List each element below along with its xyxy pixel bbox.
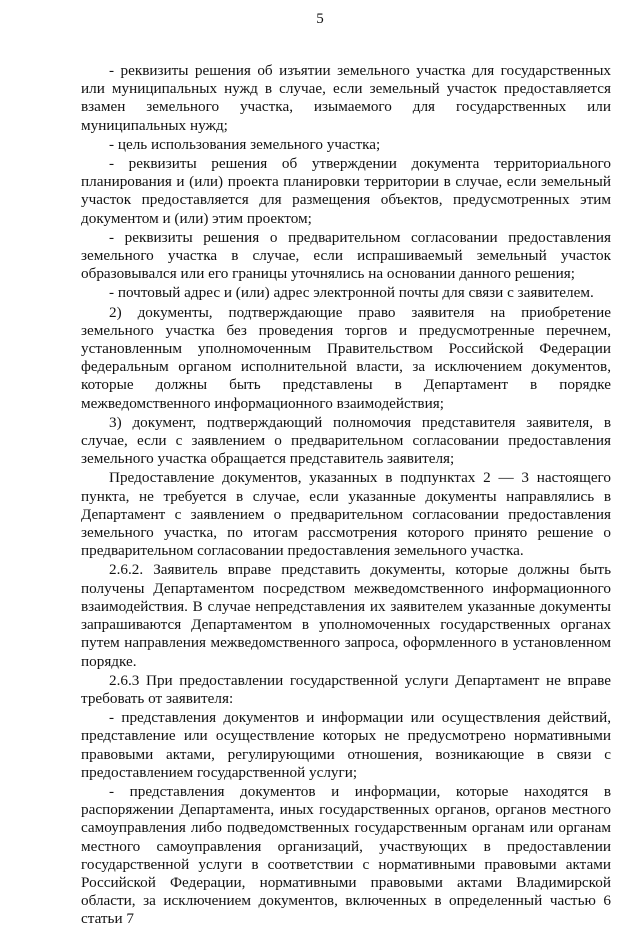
paragraph: 2.6.3 При предоставлении государственной услуги Департамент не вправе требовать от заявителя: xyxy=(81,671,611,707)
paragraph: - реквизиты решения об утверждении документа территориального планирования и (или) проекта планировки территории в случае, если земельный участок предоставляется для размещения объектов, предусмотренных этим документом и (или) этим проектом; xyxy=(81,155,611,227)
paragraph: - цель использования земельного участка; xyxy=(109,135,381,153)
paragraph: 2) документы, подтверждающие право заявителя на приобретение земельного участка без проведения торгов и предусмотренные перечнем, установленным уполномоченным Правительством Российской Федерации федеральным органом исполнительной власти, за исключением документов, которые должны быть представлены в Департамент в порядке межведомственного информационного взаимодействия; xyxy=(81,303,611,412)
paragraph: Предоставление документов, указанных в подпунктах 2 — 3 настоящего пункта, не требуется в случае, если указанные документы направлялись в Департамент с заявлением о предварительном согласовании предоставления земельного участка, по итогам рассмотрения которого принято решение о предварительном согласовании предоставления земельного участка. xyxy=(81,469,611,560)
paragraph: - реквизиты решения об изъятии земельного участка для государственных или муниципальных нужд в случае, если земельный участок предоставляется взамен земельного участка, изымаемого для государственных или муниципальных нужд; xyxy=(81,62,611,134)
paragraph: - представления документов и информации или осуществления действий, представление или осуществление которых не предусмотрено нормативными правовыми актами, регулирующими отношения, возникающие в связи с предоставлением государственной услуги; xyxy=(81,709,611,781)
page-number: 5 xyxy=(316,11,324,27)
paragraph: - представления документов и информации, которые находятся в распоряжении Департамента, иных государственных органов, органов местного самоуправления либо подведомственных государственным органам или органам местного самоуправления организаций, участвующих в предоставлении государственной услуги в соответствии с нормативными правовыми актами Российской Федерации, нормативными правовыми актами Владимирской области, за исключением документов, включенных в определенный частью 6 статьи 7 xyxy=(81,782,611,928)
paragraph: 2.6.2. Заявитель вправе представить документы, которые должны быть получены Департаментом посредством межведомственного информационного взаимодействия. В случае непредставления их заявителем указанные документы запрашиваются Департаментом в уполномоченных государственных органах путем направления межведомственного запроса, оформленного в установленном порядке. xyxy=(81,561,611,670)
paragraph: - почтовый адрес и (или) адрес электронной почты для связи с заявителем. xyxy=(109,284,594,302)
paragraph: 3) документ, подтверждающий полномочия представителя заявителя, в случае, если с заявлением о предварительном согласовании предоставления земельного участка обращается представитель заявителя; xyxy=(81,413,611,468)
document-body xyxy=(81,62,611,929)
paragraph: - реквизиты решения о предварительном согласовании предоставления земельного участка в случае, если испрашиваемый земельный участок образовывался или его границы уточнялись на основании данного решения; xyxy=(81,228,611,283)
